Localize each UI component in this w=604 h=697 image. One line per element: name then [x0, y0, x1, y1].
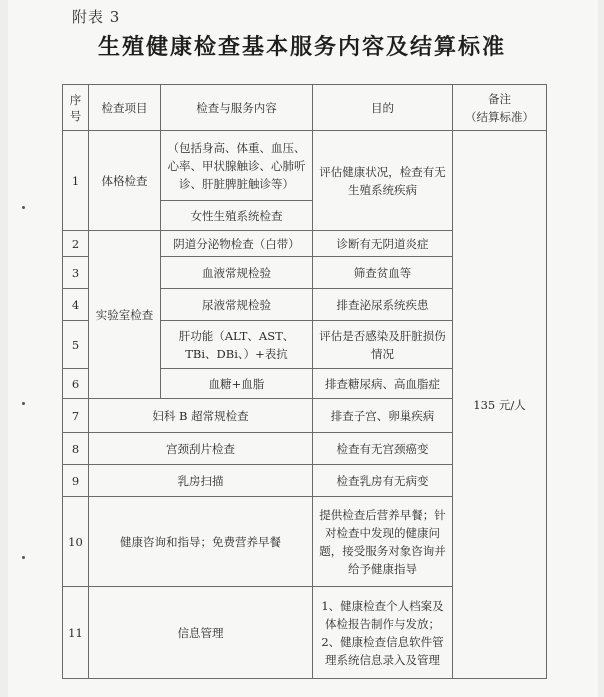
row-no: 6 [63, 369, 89, 399]
header-no: 序号 [63, 85, 89, 131]
row-content: 尿液常规检验 [161, 289, 313, 321]
row-purpose: 提供检查后营养早餐；针对检查中发现的健康问题，接受服务对象咨询并给予健康指导 [313, 497, 453, 587]
table-row [63, 131, 547, 201]
row-purpose: 筛查贫血等 [313, 257, 453, 289]
row-no: 1 [63, 131, 89, 231]
margin-mark [22, 402, 25, 405]
row-purpose: 排查子宫、卵巢疾病 [313, 399, 453, 433]
row-no: 5 [63, 321, 89, 369]
header-remark-line1: 备注 [488, 91, 511, 106]
row-purpose: 检查有无宫颈癌变 [313, 433, 453, 465]
row-content: 肝功能（ALT、AST、TBi、DBi、）+表抗 [161, 321, 313, 369]
header-purpose: 目的 [313, 85, 453, 131]
row-no: 3 [63, 257, 89, 289]
row-purpose: 1、健康检查个人档案及体检报告制作与发放；2、健康检查信息软件管理系统信息录入及管理 [313, 587, 453, 679]
row-content: 女性生殖系统检查 [161, 201, 313, 231]
row-purpose: 诊断有无阴道炎症 [313, 231, 453, 257]
remark-cell: 135 元/人 [453, 131, 547, 679]
row-no: 11 [63, 587, 89, 679]
row-purpose: 检查乳房有无病变 [313, 465, 453, 497]
annex-label: 附表 3 [72, 8, 121, 26]
margin-mark [22, 206, 25, 209]
header-remark [453, 85, 547, 131]
row-purpose: 评估健康状况，检查有无生殖系统疾病 [313, 131, 453, 231]
row-content: 信息管理 [89, 587, 313, 679]
margin-mark [22, 556, 25, 559]
row-item: 实验室检查 [89, 231, 161, 399]
row-content: 宫颈刮片检查 [89, 433, 313, 465]
row-no: 10 [63, 497, 89, 587]
row-content: 血液常规检验 [161, 257, 313, 289]
page-title: 生殖健康检查基本服务内容及结算标准 [97, 34, 506, 60]
header-item: 检查项目 [89, 85, 161, 131]
row-content: 乳房扫描 [89, 465, 313, 497]
row-purpose: 评估是否感染及肝脏损伤情况 [313, 321, 453, 369]
row-no: 2 [63, 231, 89, 257]
row-no: 4 [63, 289, 89, 321]
table-header-row [63, 85, 547, 131]
row-content: 健康咨询和指导；免费营养早餐 [89, 497, 313, 587]
row-purpose: 排查泌尿系统疾患 [313, 289, 453, 321]
row-item: 体格检查 [89, 131, 161, 231]
row-content: 妇科 B 超常规检查 [89, 399, 313, 433]
row-no: 7 [63, 399, 89, 433]
row-content: （包括身高、体重、血压、心率、甲状腺触诊、心肺听诊、肝脏脾脏触诊等） [161, 131, 313, 201]
row-no: 9 [63, 465, 89, 497]
row-no: 8 [63, 433, 89, 465]
service-table [62, 84, 547, 679]
row-content: 血糖+血脂 [161, 369, 313, 399]
row-purpose: 排查糖尿病、高血脂症 [313, 369, 453, 399]
header-content: 检查与服务内容 [161, 85, 313, 131]
row-content: 阴道分泌物检查（白带） [161, 231, 313, 257]
header-remark-line2: （结算标准） [465, 109, 534, 124]
